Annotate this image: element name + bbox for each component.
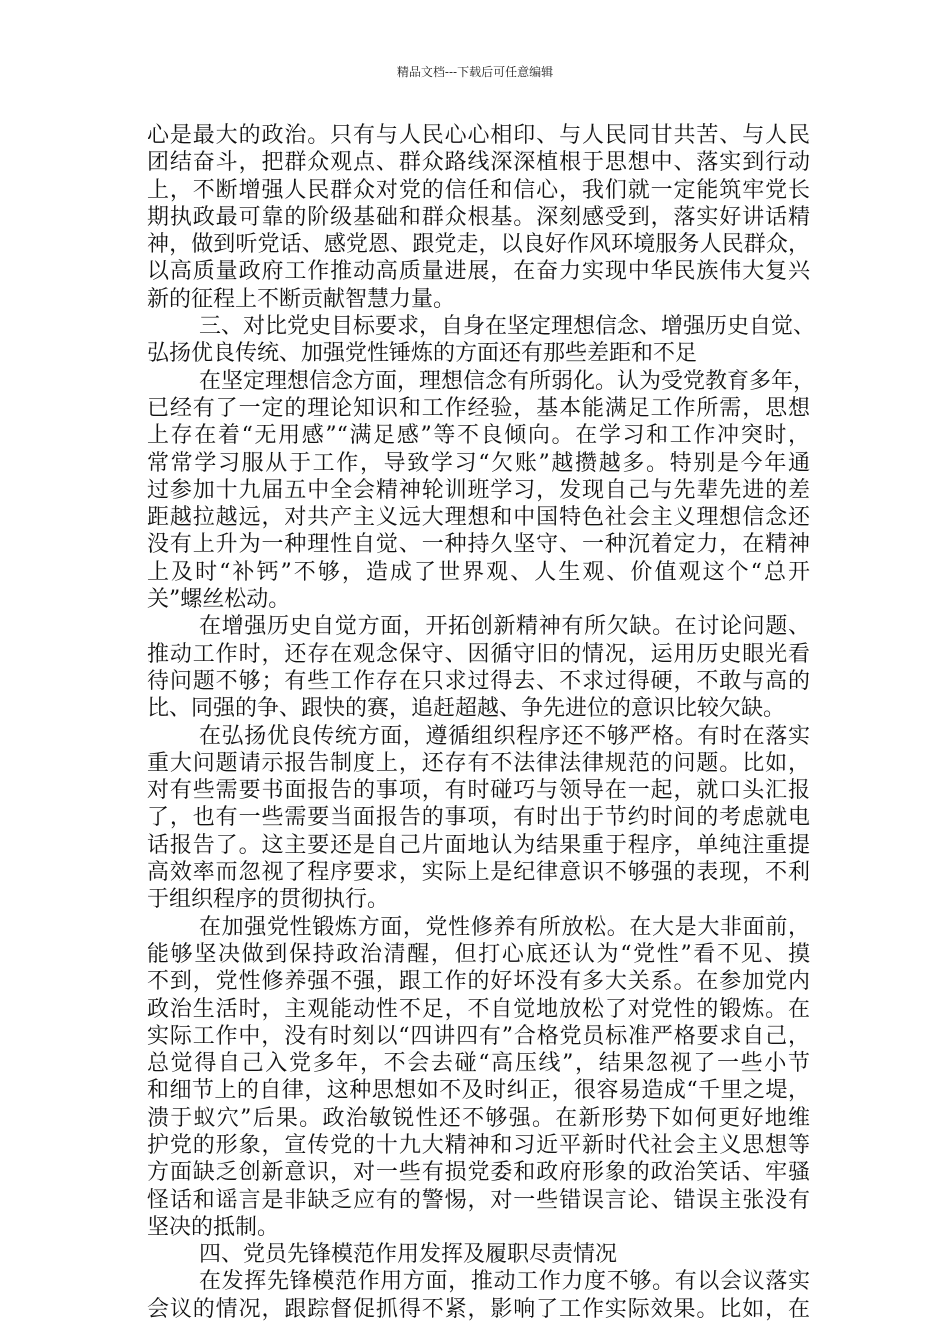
text-line: 距越拉越远，对共产主义远大理想和中国特色社会主义理想信念还 (147, 505, 810, 531)
text-line: 能够坚决做到保持政治清醒，但打心底还认为“党性”看不见、摸 (147, 941, 810, 967)
paragraph-first-line: 在坚定理想信念方面，理想信念有所弱化。认为受党教育多年， (199, 368, 816, 394)
text-line: 了，也有一些需要当面报告的事项，有时出于节约时间的考虑就电 (147, 805, 810, 831)
text-line: 对有些需要书面报告的事项，有时碰巧与领导在一起，就口头汇报 (147, 778, 810, 804)
text-line: 高效率而忽视了程序要求，实际上是纪律意识不够强的表现，不利 (147, 860, 810, 886)
text-line: 上存在着“无用感”“满足感”等不良倾向。在学习和工作冲突时， (147, 423, 810, 449)
paragraph-first-line: 在弘扬优良传统方面，遵循组织程序还不够严格。有时在落实 (199, 723, 810, 749)
section-heading-continued: 弘扬优良传统、加强党性锤炼的方面还有那些差距和不足 (147, 341, 698, 367)
text-line: 上及时“补钙”不够，造成了世界观、人生观、价值观这个“总开 (147, 559, 810, 585)
text-line: 实际工作中，没有时刻以“四讲四有”合格党员标准严格要求自己， (147, 1023, 810, 1049)
text-line: 没有上升为一种理性自觉、一种持久坚守、一种沉着定力，在精神 (147, 532, 810, 558)
text-line: 心是最大的政治。只有与人民心心相印、与人民同甘共苦、与人民 (147, 123, 810, 148)
text-line: 期执政最可靠的阶级基础和群众根基。深刻感受到，落实好讲话精 (147, 204, 810, 230)
document-body (147, 122, 816, 1323)
text-line: 关”螺丝松动。 (147, 587, 291, 613)
text-line: 已经有了一定的理论知识和工作经验，基本能满足工作所需，思想 (147, 395, 810, 421)
text-line: 方面缺乏创新意识，对一些有损党委和政府形象的政治笑话、牢骚 (147, 1160, 810, 1186)
text-line: 重大问题请示报告制度上，还存有不法律法律规范的问题。比如， (147, 750, 810, 776)
text-line: 以高质量政府工作推动高质量进展，在奋力实现中华民族伟大复兴 (147, 259, 810, 285)
text-line: 坚决的抵制。 (147, 1214, 280, 1240)
text-line: 比、同强的争、跟快的赛，追赶超越、争先进位的意识比较欠缺。 (147, 696, 786, 722)
text-line: 护党的形象，宣传党的十九大精神和习近平新时代社会主义思想等 (147, 1132, 810, 1158)
text-line: 上，不断增强人民群众对党的信任和信心，我们就一定能筑牢党长 (147, 177, 810, 203)
section-heading: 三、对比党史目标要求，自身在坚定理想信念、增强历史自觉、 (199, 314, 816, 340)
text-line: 总觉得自己入党多年，不会去碰“高压线”，结果忽视了一些小节 (147, 1051, 810, 1077)
text-line: 于组织程序的贯彻执行。 (147, 887, 390, 913)
paragraph-first-line: 在增强历史自觉方面，开拓创新精神有所欠缺。在讨论问题、 (199, 614, 810, 640)
text-line: 怪话和谣言是非缺乏应有的警惕，对一些错误言论、错误主张没有 (147, 1187, 810, 1213)
text-line: 政治生活时，主观能动性不足，不自觉地放松了对党性的锻炼。在 (147, 996, 810, 1022)
text-line: 神，做到听党话、感党恩、跟党走，以良好作风环境服务人民群众， (147, 232, 810, 258)
text-line: 常常学习服从于工作，导致学习“欠账”越攒越多。特别是今年通 (147, 450, 810, 476)
paragraph-first-line: 在加强党性锻炼方面，党性修养有所放松。在大是大非面前， (199, 914, 810, 940)
page-header: 精品文档---下载后可任意编辑 (396, 65, 554, 79)
text-line: 和细节上的自律，这种思想如不及时纠正，很容易造成“千里之堤， (147, 1078, 810, 1104)
text-line: 话报告了。这主要还是自己片面地认为结果重于程序，单纯注重提 (147, 832, 810, 858)
section-heading: 四、党员先锋模范作用发挥及履职尽责情况 (199, 1242, 618, 1268)
text-line: 溃于蚁穴”后果。政治敏锐性还不够强。在新形势下如何更好地维 (147, 1105, 810, 1131)
text-line: 会议的情况，跟踪督促抓得不紧，影响了工作实际效果。比如，在 (147, 1296, 810, 1322)
text-line: 推动工作时，还存在观念保守、因循守旧的情况，运用历史眼光看 (147, 641, 810, 667)
text-line: 不到，党性修养强不强，跟工作的好坏没有多大关系。在参加党内 (147, 969, 810, 995)
text-line: 新的征程上不断贡献智慧力量。 (147, 286, 456, 312)
text-line: 团结奋斗，把群众观点、群众路线深深植根于思想中、落实到行动 (147, 150, 810, 176)
paragraph-first-line: 在发挥先锋模范作用方面，推动工作力度不够。有以会议落实 (199, 1269, 810, 1295)
text-line: 过参加十九届五中全会精神轮训班学习，发现自己与先辈先进的差 (147, 477, 810, 503)
text-line: 待问题不够；有些工作存在只求过得去、不求过得硬，不敢与高的 (147, 668, 810, 694)
